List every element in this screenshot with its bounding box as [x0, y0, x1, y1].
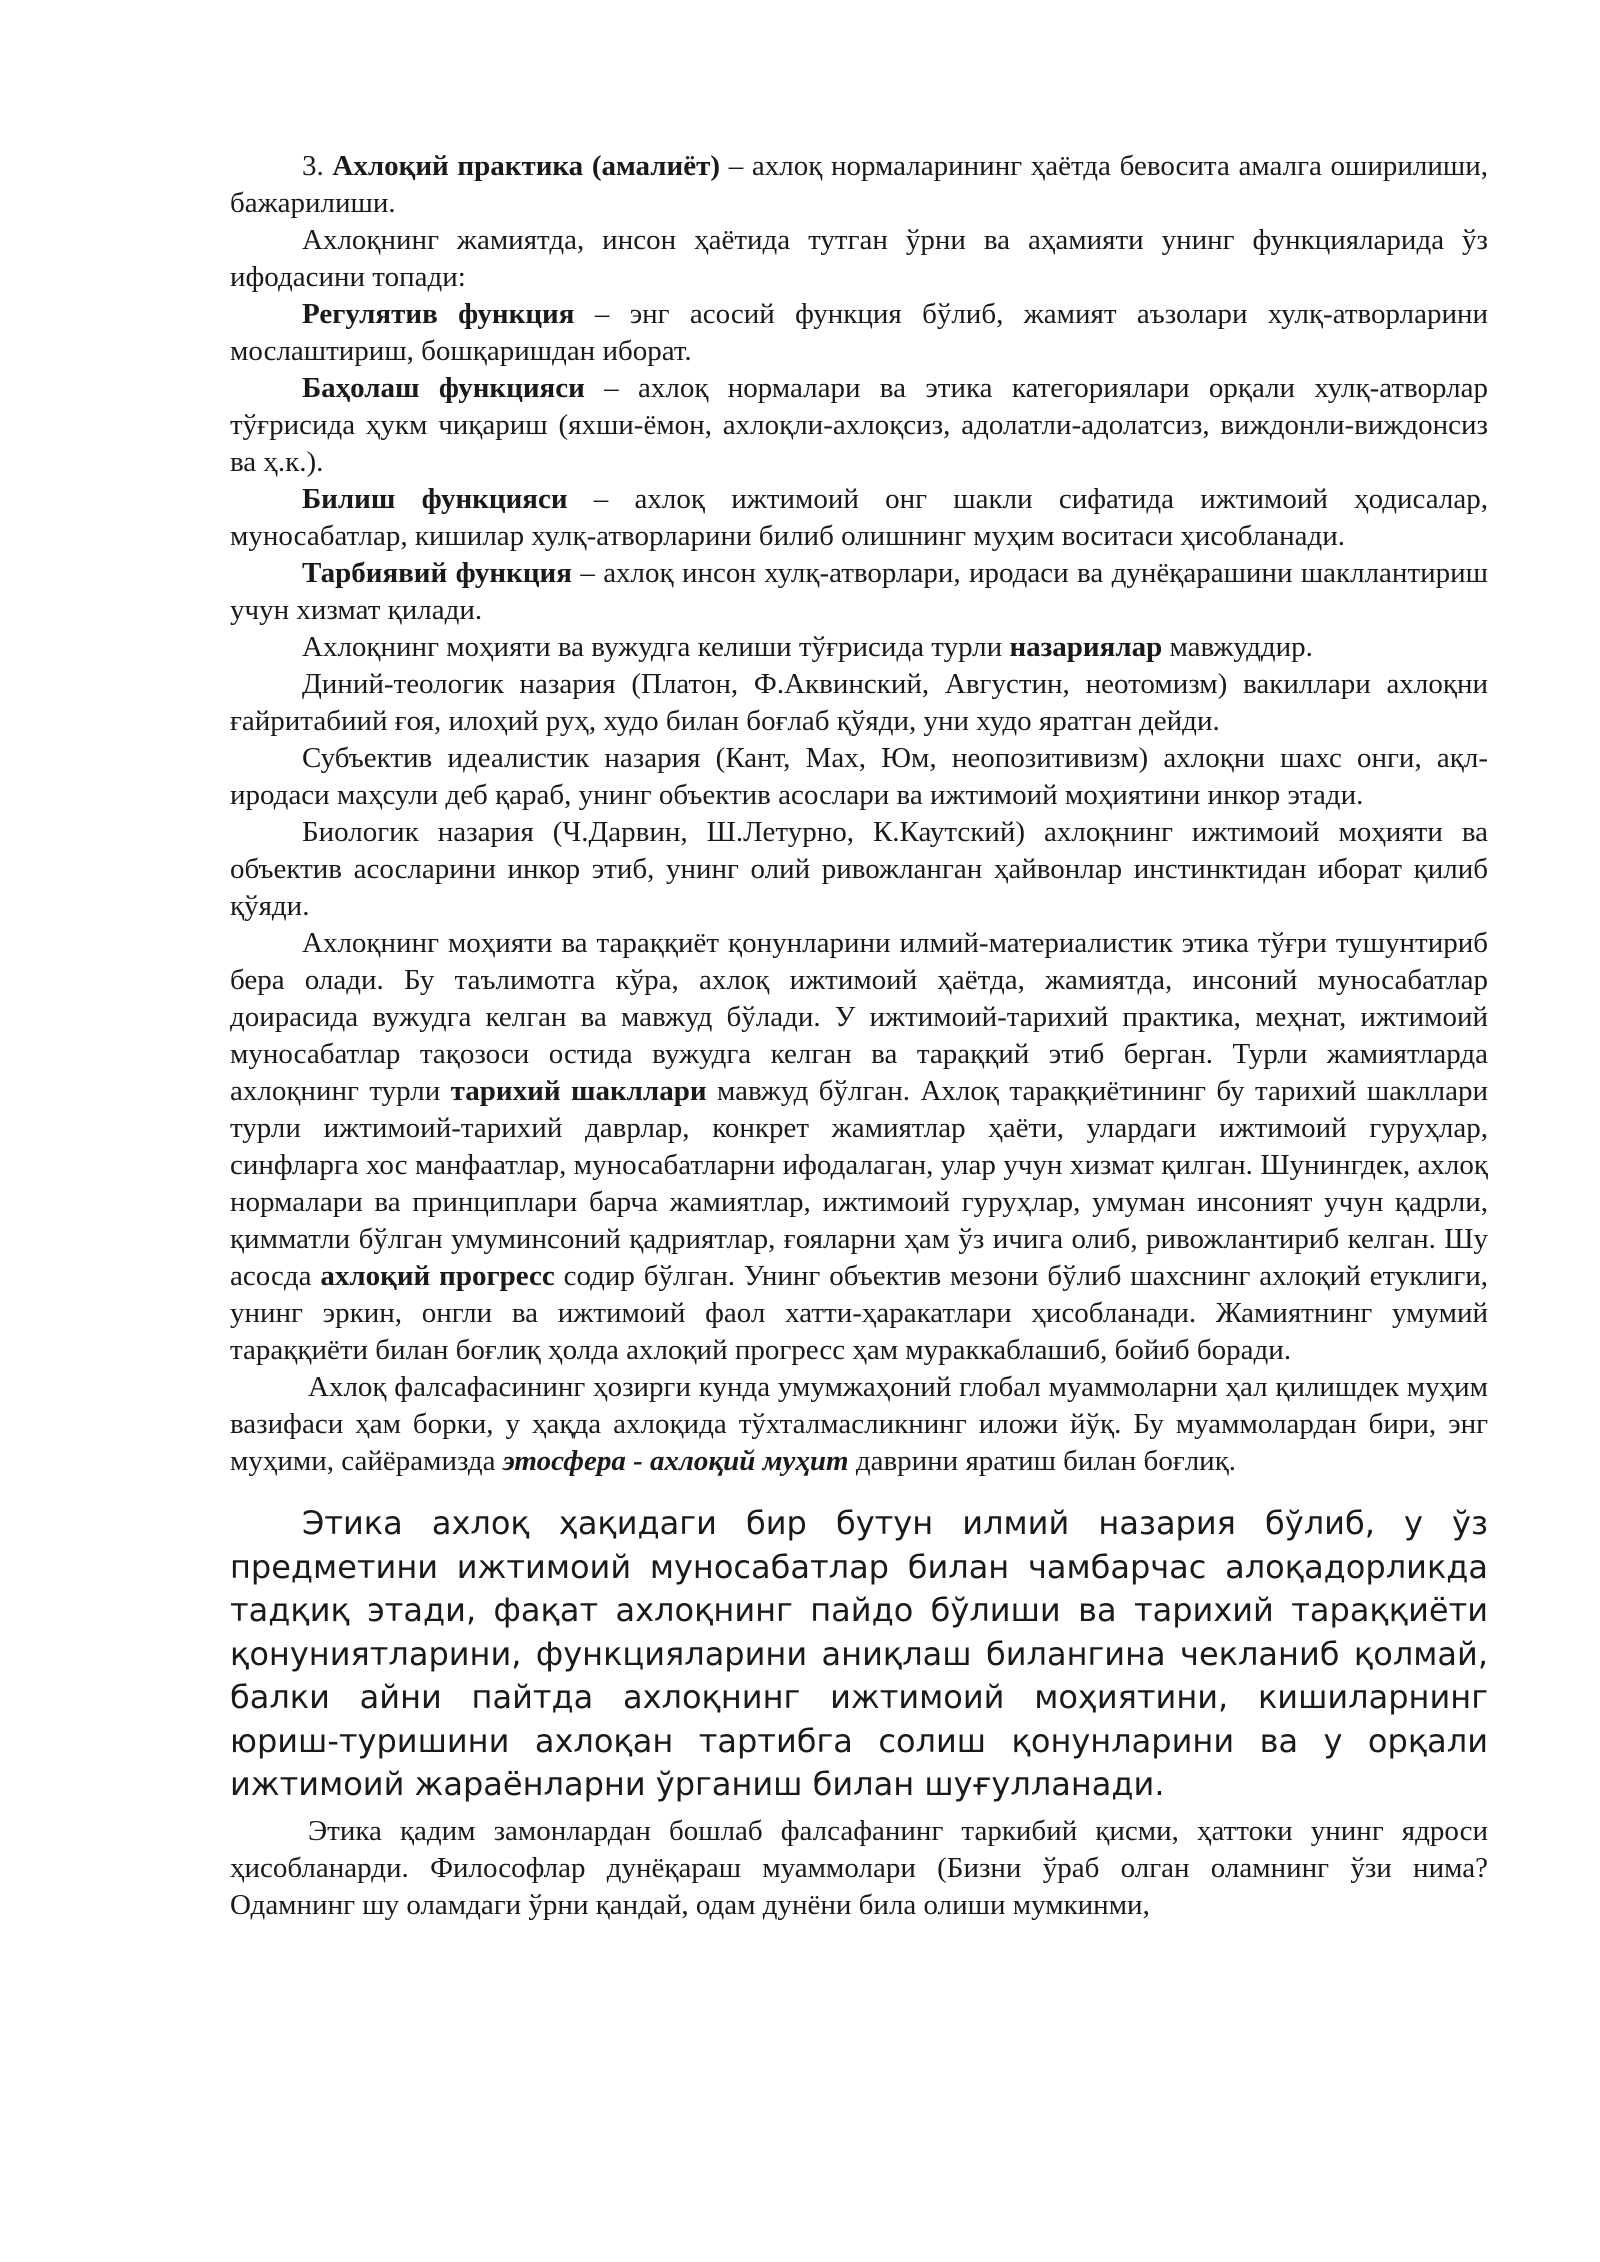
term-cognitive-function: Билиш функцияси: [302, 483, 568, 515]
paragraph-text: – ахлоқ инсон хулқ-атворлари, иродаси ва дунёқарашини шакллантириш учун хизмат қилади.: [230, 557, 1488, 626]
item-number: 3.: [302, 150, 333, 182]
paragraph-theories-intro: [230, 629, 1488, 666]
paragraph-text: мавжуд бўлган. Ахлоқ тараққиётининг бу тарихий шакллари турли ижтимоий-тарихий даврлар, конкрет жамиятлар ҳаёти, улардаги ижтимоий гуруҳлар, синфларга хос манфаатлар, муносабатларни ифодалаган, улар учун хизмат қилган. Шунингдек, ахлоқ нормалари ва принциплари барча жамиятлар, ижтимоий гуруҳлар, умуман инсоният учун қадрли, қимматли бўлган умуминсоний қадриятлар, ғояларни ҳам ўз ичига олиб, ривожлантириб келган. Шу асосда: [230, 1075, 1488, 1292]
paragraph-text: Ахлоқнинг моҳияти ва вужудга келиши тўғрисида турли: [302, 631, 1010, 663]
paragraph-text: Ахлоқнинг моҳияти ва тараққиёт қонунларини илмий-материалистик этика тўғри тушунтириб бера олади. Бу таълимотга кўра, ахлоқ ижтимоий ҳаётда, жамиятда, инсоний муносабатлар доирасида вужудга келган ва мавжуд бўлади. У ижтимоий-тарихий практика, меҳнат, ижтимоий муносабатлар тақозоси остида вужудга келган ва тараққий этиб берган. Турли жамиятларда ахлоқнинг турли: [230, 927, 1488, 1107]
term-historical-forms: тарихий шакллари: [450, 1075, 707, 1107]
paragraph-spacer: [230, 1480, 1488, 1502]
paragraph-text: – ахлоқ нормалари ва этика категориялари орқали хулқ-атворлар тўғрисида ҳукм чиқариш (яхши-ёмон, ахлоқли-ахлоқсиз, адолатли-адолатсиз, виждонли-виждонсиз ва ҳ.к.).: [230, 372, 1488, 478]
term-moral-practice: Ахлоқий практика (амалиёт): [332, 150, 721, 182]
term-educational-function: Тарбиявий функция: [302, 557, 572, 589]
term-theories: назариялар: [1009, 631, 1163, 663]
paragraph-regulative-function: [230, 296, 1488, 370]
paragraph-theological-theory: Диний-теологик назария (Платон, Ф.Аквинский, Августин, неотомизм) вакиллари ахлоқни ғайритабиий ғоя, илоҳий руҳ, худо билан боғлаб қўяди, уни худо яратган дейди.: [230, 668, 1488, 737]
paragraph-cognitive-function: [230, 481, 1488, 555]
term-evaluative-function: Баҳолаш функцияси: [302, 372, 585, 404]
paragraph-text: даврини яратиш билан боғлиқ.: [848, 1445, 1237, 1477]
paragraph-ethics-history: Этика қадим замонлардан бошлаб фалсафанинг таркибий қисми, ҳаттоки унинг ядроси ҳисобланарди. Философлар дунёқараш муаммолари (Бизни ўраб олган оламнинг ўзи нима? Одамнинг шу оламдаги ўрни қандай, одам дунёни била олиши мумкинми,: [230, 1814, 1488, 1921]
term-regulative-function: Регулятив функция: [302, 298, 575, 330]
paragraph-text: – ахлоқ ижтимоий онг шакли сифатида ижтимоий ҳодисалар, муносабатлар, кишилар хулқ-атворларини билиб олишнинг муҳим воситаси ҳисобланади.: [230, 483, 1488, 552]
paragraph-text: содир бўлган. Унинг объектив мезони бўлиб шахснинг ахлоқий етуклиги, унинг эркин, онгли ва ижтимоий фаол хатти-ҳаракатлари ҳисобланади. Жамиятнинг умумий тараққиёти билан боғлиқ ҳолда ахлоқий прогресс ҳам мураккаблашиб, бойиб боради.: [230, 1260, 1488, 1366]
paragraph-text: – ахлоқ нормаларининг ҳаётда бевосита амалга оширилиши, бажарилиши.: [230, 150, 1488, 219]
paragraph-educational-function: [230, 555, 1488, 629]
paragraph-text: – энг асосий функция бўлиб, жамият аъзолари хулқ-атворларини мослаштириш, бошқаришдан иборат.: [230, 298, 1489, 367]
paragraph-text: Ахлоқ фалсафасининг ҳозирги кунда умумжаҳоний глобал муаммоларни ҳал қилишдек муҳим вазифаси ҳам борки, у ҳақда ахлоқида тўхталмасликнинг иложи йўқ. Бу муаммолардан бири, энг муҳими, сайёрамизда: [230, 1371, 1488, 1477]
paragraph-evaluative-function: [230, 370, 1488, 481]
paragraph-ethics-definition: Этика ахлоқ ҳақидаги бир бутун илмий назария бўлиб, у ўз предметини ижтимоий муносабатлар билан чамбарчас алоқадорликда тадқиқ этади, фақат ахлоқнинг пайдо бўлиши ва тарихий тараққиёти қонуниятларини, функцияларини аниқлаш билангина чекланиб қолмай, балки айни пайтда ахлоқнинг ижтимоий моҳиятини, кишиларнинг юриш-туришини ахлоқан тартибга солиш қонунларини ва у орқали ижтимоий жараёнларни ўрганиш билан шуғулланади.: [230, 1504, 1488, 1803]
paragraph-materialist-ethics: [230, 925, 1488, 1369]
term-moral-progress: ахлоқий прогресс: [320, 1260, 555, 1292]
paragraph-idealist-theory: Субъектив идеалистик назария (Кант, Мах, Юм, неопозитивизм) ахлоқни шахс онги, ақл-иродаси маҳсули деб қараб, унинг объектив асослари ва ижтимоий моҳиятини инкор этади.: [230, 742, 1488, 811]
paragraph-text: мавжуддир.: [1162, 631, 1313, 663]
term-ethosphere: этосфера - ахлоқий муҳит: [502, 1445, 849, 1477]
document-body: [230, 148, 1488, 1924]
paragraph-global-problems: [230, 1369, 1488, 1480]
paragraph-functions-intro: Ахлоқнинг жамиятда, инсон ҳаётида тутган ўрни ва аҳамияти унинг функцияларида ўз ифодасини топади:: [230, 224, 1488, 293]
paragraph-biological-theory: Биологик назария (Ч.Дарвин, Ш.Летурно, К.Каутский) ахлоқнинг ижтимоий моҳияти ва объектив асосларини инкор этиб, унинг олий ривожланган ҳайвонлар инстинктидан иборат қилиб қўяди.: [230, 816, 1488, 922]
paragraph-practice: [230, 148, 1488, 222]
